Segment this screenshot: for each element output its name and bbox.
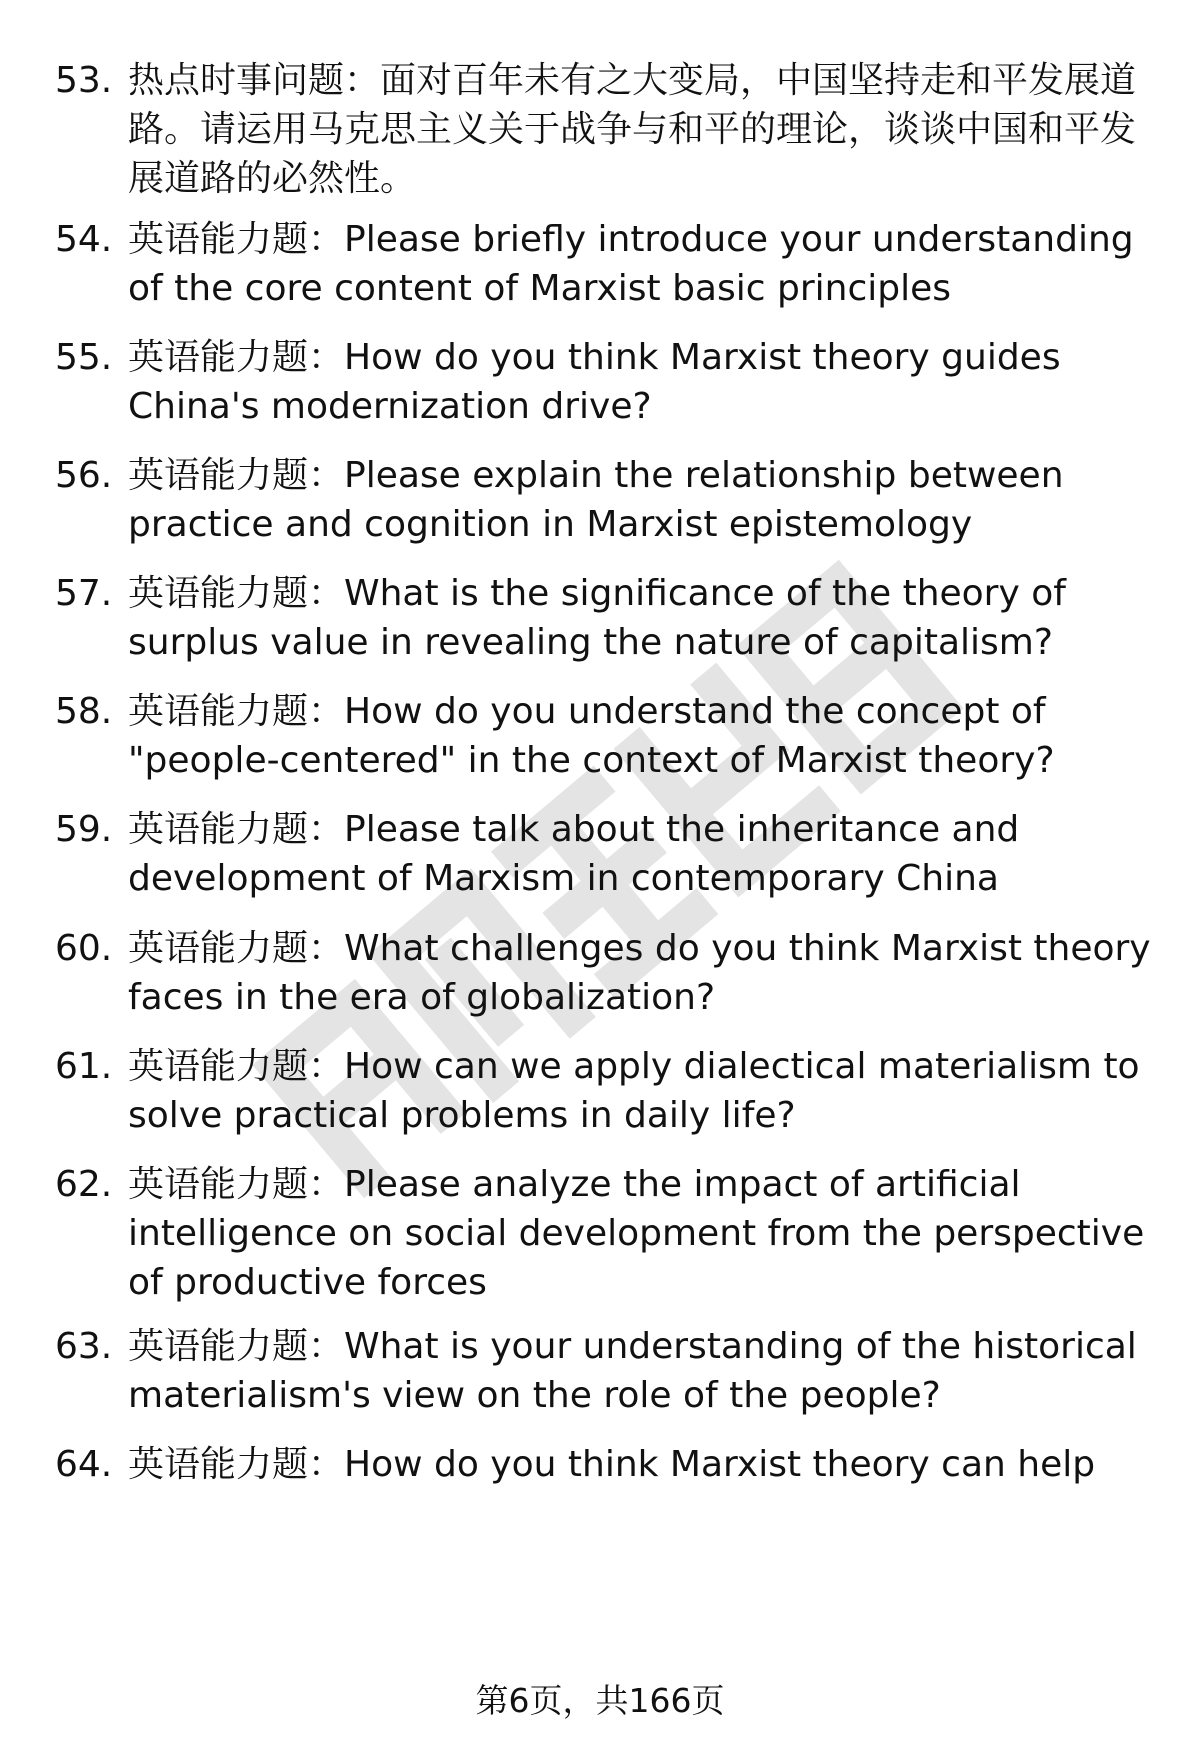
question-text: 热点时事问题：面对百年未有之大变局，中国坚持走和平发展道路。请运用马克思主义关于战争与和平的理论，谈谈中国和平发展道路的必然性。: [128, 60, 1137, 199]
question-item-56: [55, 451, 1165, 549]
question-number: 53.: [55, 60, 113, 101]
question-text: 英语能力题：How do you think Marxist theory guides China's modernization drive?: [128, 337, 1061, 427]
question-item-57: [55, 569, 1165, 667]
question-text: 英语能力题：Please explain the relationship between practice and cognition in Marxist epistemology: [128, 455, 1064, 545]
question-item-55: [55, 333, 1165, 431]
question-item-54: [55, 215, 1165, 313]
question-item-64: [55, 1440, 1165, 1489]
question-item-60: [55, 924, 1165, 1022]
question-text: 英语能力题：What challenges do you think Marxist theory faces in the era of globalization?: [128, 928, 1151, 1018]
question-number: 63.: [55, 1326, 113, 1367]
question-item-59: [55, 805, 1165, 903]
question-number: 60.: [55, 928, 113, 969]
question-text: 英语能力题：Please briefly introduce your understanding of the core content of Marxist basic principles: [128, 219, 1134, 309]
question-number: 64.: [55, 1444, 113, 1485]
question-text: 英语能力题：Please analyze the impact of artificial intelligence on social development from the perspective of productive forces: [128, 1164, 1145, 1303]
question-number: 58.: [55, 691, 113, 732]
question-text: 英语能力题：What is the significance of the theory of surplus value in revealing the nature of capitalism?: [128, 573, 1066, 663]
question-text: 英语能力题：How can we apply dialectical materialism to solve practical problems in daily life?: [128, 1046, 1140, 1136]
question-number: 61.: [55, 1046, 113, 1087]
question-text: 英语能力题：What is your understanding of the historical materialism's view on the role of the people?: [128, 1326, 1137, 1416]
page-number-footer: 第6页，共166页: [475, 1681, 725, 1720]
question-item-63: [55, 1322, 1165, 1420]
question-item-53: [55, 56, 1165, 203]
question-number: 62.: [55, 1164, 113, 1205]
question-text: 英语能力题：How do you understand the concept of "people-centered" in the context of Marxist theory?: [128, 691, 1055, 781]
question-number: 57.: [55, 573, 113, 614]
question-number: 54.: [55, 219, 113, 260]
question-number: 59.: [55, 809, 113, 850]
question-item-61: [55, 1042, 1165, 1140]
question-item-62: [55, 1160, 1165, 1307]
question-item-58: [55, 687, 1165, 785]
question-text: 英语能力题：How do you think Marxist theory can help: [128, 1444, 1096, 1485]
question-number: 55.: [55, 337, 113, 378]
question-number: 56.: [55, 455, 113, 496]
question-text: 英语能力题：Please talk about the inheritance and development of Marxism in contemporary China: [128, 809, 1020, 899]
